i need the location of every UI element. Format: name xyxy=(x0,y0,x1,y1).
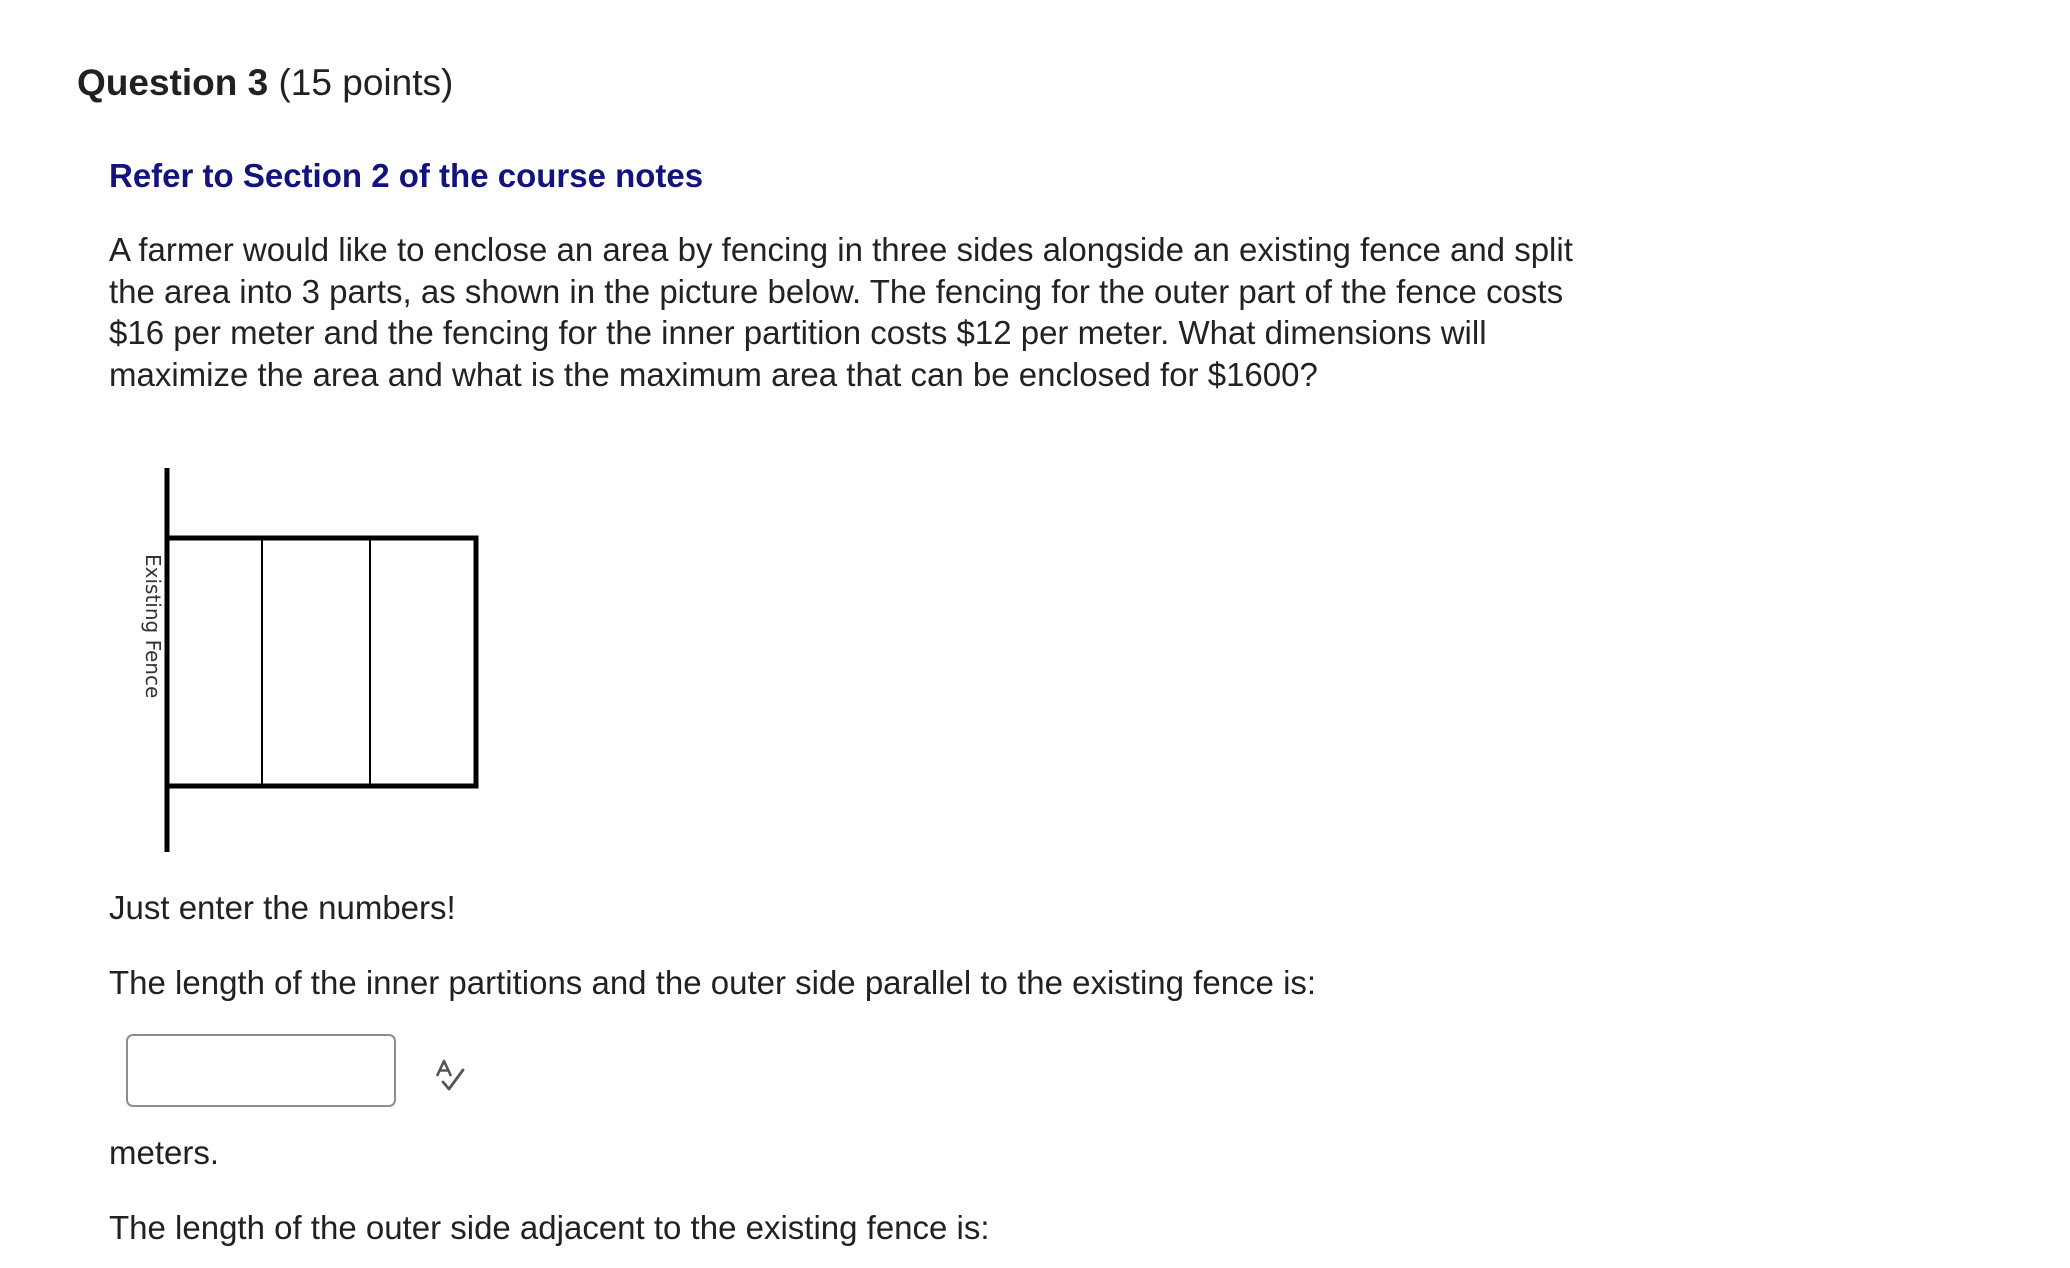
units-label: meters. xyxy=(109,1134,220,1171)
question-header xyxy=(77,60,453,106)
spell-check-icon[interactable] xyxy=(432,1058,466,1092)
question-title: Question 3 xyxy=(77,62,269,103)
answer-input-inner-length[interactable] xyxy=(126,1034,396,1107)
prompt-inner-partitions: The length of the inner partitions and the outer side parallel to the existing fence is: xyxy=(109,964,1317,1001)
question-points: (15 points) xyxy=(278,62,454,103)
enclosure-outline xyxy=(167,538,476,786)
fence-diagram xyxy=(125,468,495,852)
instruction-text: Just enter the numbers! xyxy=(109,889,456,926)
problem-statement: A farmer would like to enclose an area by fencing in three sides alongside an existing fence and split the area into 3 parts, as shown in the picture below. The fencing for the outer part of the fence costs $16 per meter and the fencing for the inner partition costs $12 per meter. What dimensions will maximize the area and what is the maximum area that can be enclosed for $1600? xyxy=(109,231,1573,393)
section-reference: Refer to Section 2 of the course notes xyxy=(109,157,704,194)
prompt-outer-side: The length of the outer side adjacent to the existing fence is: xyxy=(109,1209,990,1246)
existing-fence-label: Existing Fence xyxy=(141,554,165,699)
